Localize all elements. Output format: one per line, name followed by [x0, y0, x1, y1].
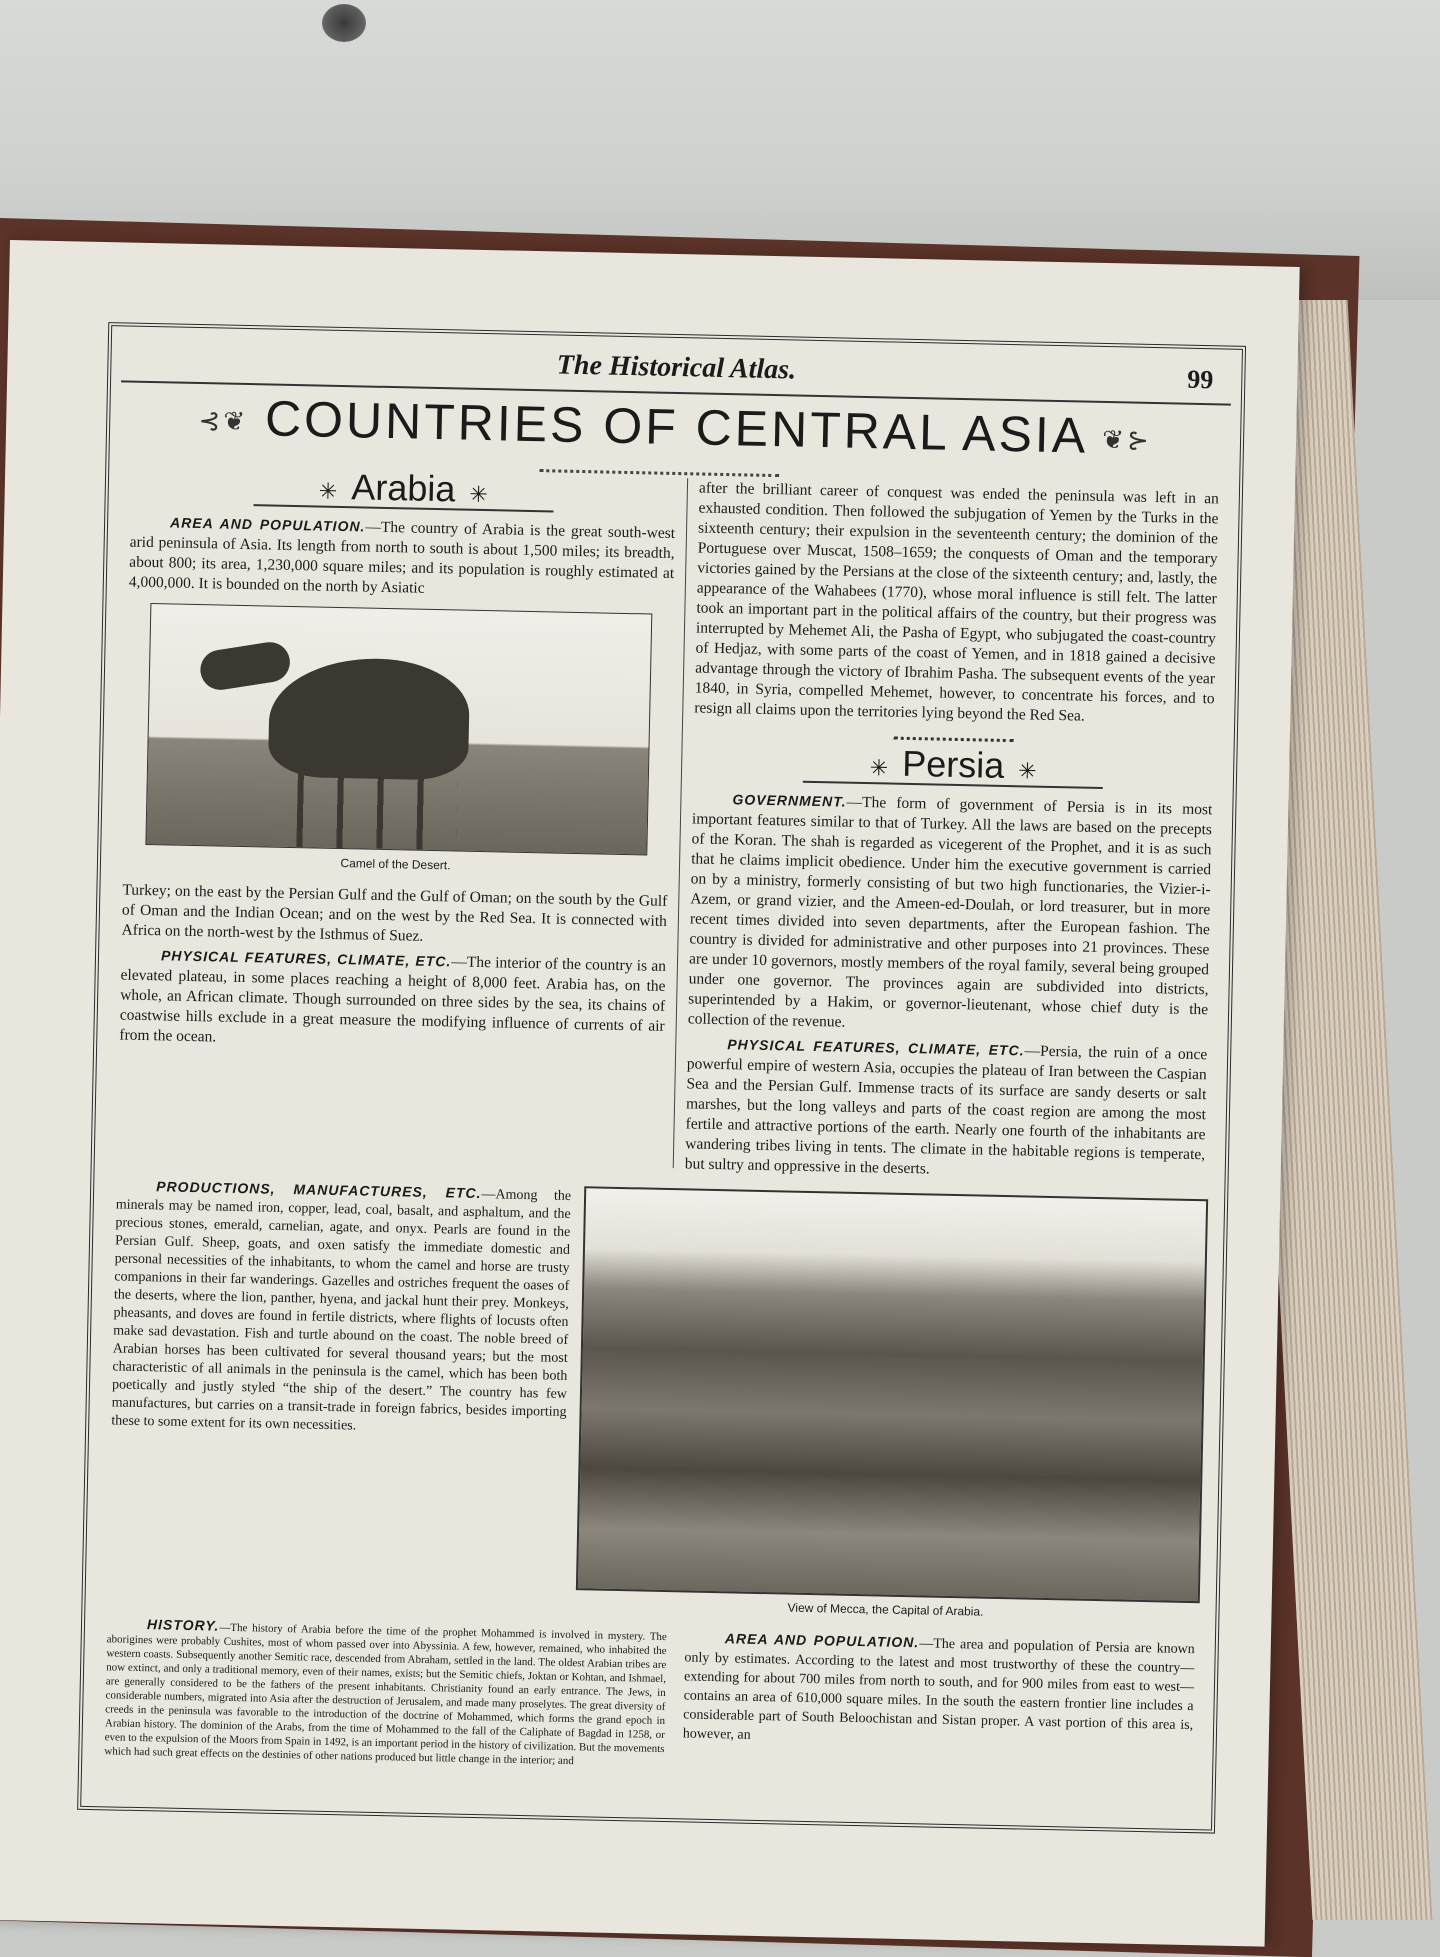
arabia-productions-column	[111, 1176, 571, 1443]
camel-caption: Camel of the Desert.	[340, 856, 451, 873]
arabia-productions-lead: PRODUCTIONS, MANUFACTURES, ETC.	[156, 1178, 482, 1202]
arabia-history-lead: HISTORY.	[146, 1616, 220, 1634]
persia-area-text: —The area and population of Persia are known only by estimates. According to the latest and most trustworthy of these the country—extending for about 700 miles from north to south, and for 900 miles from east to west—contains an area of 610,000 square miles. In the south the eastern frontier line includes a considerable part of South Beloochistan and Sistan proper. A vast portion of this area is, however, an	[682, 1636, 1195, 1743]
section-divider	[894, 737, 1014, 743]
persia-title: Persia	[901, 742, 1005, 786]
persia-physical-lead: PHYSICAL FEATURES, CLIMATE, ETC.	[727, 1036, 1025, 1059]
arabia-productions-text: —Among the minerals may be named iron, copper, lead, coal, basalt, and asphaltum, and the precious stones, emerald, carnelian, agate, and onyx. Pearls are found in the Persian Gulf. Sheep, goats, and oxen satisfy the immediate domestic and personal necessities of the inhabitants, to whom the camel and horse are trusty companions in their far wanderings. Gazelles and ostriches frequent the oases of the deserts, where the lion, panther, hyena, and jackal hunt their prey. Monkeys, pheasants, and doves are found in fertile districts, where flights of locusts often make sad devastation. Fish and turtle abound on the coast. The noble breed of Arabian horses has been cultivated for several thousand years; but the most characteristic of all animals in the peninsula is the camel, which has been both poetically and justly styled “the ship of the desert.” The country has few manufactures, but carries on a transit-trade in foreign fabrics, besides importing these to some extent for its own necessities.	[111, 1187, 572, 1434]
arabia-productions-paragraph	[111, 1176, 571, 1439]
arabia-area-lead: AREA AND POPULATION.	[169, 514, 366, 535]
ornament-left-icon: ⊰❦	[198, 405, 249, 437]
camel-body	[267, 657, 469, 781]
arabia-area-text: —The country of Arabia is the great south-west arid peninsula of Asia. Its length from north to south is about 1,500 miles; its breadth, about 800; its area, 1,230,000 square miles; and its population is roughly estimated at 4,000,000. It is bounded on the north by Asiatic	[128, 518, 676, 597]
arabia-history-column	[104, 1616, 667, 1774]
arabia-physical-text: —The interior of the country is an elevated plateau, in some places reaching a height of 8,000 feet. Arabia has, on the whole, an African climate. Though surrounded on three sides by the sea, its chains of coastwise hills exclude in a great measure the modifying influence of currents of air from the ocean.	[119, 953, 667, 1046]
atlas-page	[0, 240, 1300, 1947]
column-rule	[673, 478, 688, 1168]
persia-area-lead: AREA AND POPULATION.	[724, 1630, 920, 1651]
page-title-text: COUNTRIES OF CENTRAL ASIA	[264, 390, 1086, 464]
persia-area-paragraph	[683, 1628, 1195, 1754]
camel-legs	[296, 767, 458, 850]
arabia-title: Arabia	[350, 466, 456, 510]
persia-government-lead: GOVERNMENT.	[732, 791, 847, 810]
arabia-history-continued: after the brilliant career of conquest was ended the peninsula was left in an exhausted condition. Then followed the subjugation of Yemen by the Turks in the sixteenth century; their expulsion in the seventeenth century; the dominion of the Portuguese over Muscat, 1508–1659; the conquests of Oman and the temporary victories gained by the Persians at the close of the sixteenth century; and, lastly, the appearance of the Wahabees (1770), whose moral influence is still felt. The latter took an important part in the political affairs of the country, but their progress was interrupted by Mehemet Ali, the Pasha of Egypt, who subjugated the coast-country of Hedjaz, with some parts of the coast of Yemen, and in 1818 gained a decisive advantage through the victory of Ibrahim Pasha. The subsequent events of the year 1840, in Syria, compelled Mehemet, however, to concentrate his forces, and to resign all claims upon the territories lying beyond the Red Sea.	[694, 479, 1220, 725]
persia-physical-paragraph	[685, 1033, 1208, 1185]
persia-heading	[693, 742, 1214, 791]
right-column	[684, 478, 1219, 1189]
arabia-physical-lead: PHYSICAL FEATURES, CLIMATE, ETC.	[160, 947, 452, 970]
persia-government-paragraph	[688, 788, 1213, 1040]
asterism-icon: ✳	[469, 481, 489, 508]
arabia-column	[119, 467, 676, 1061]
asterism-icon: ✳	[318, 478, 338, 504]
camel-neck	[197, 639, 292, 692]
screw-head	[322, 4, 366, 42]
running-head-title: The Historical Atlas.	[556, 349, 797, 386]
arabia-area-paragraph	[129, 512, 676, 604]
arabia-history-text: —The history of Arabia before the time of the prophet Mohammed is involved in mystery. The aborigines were probably Cushites, most of whom passed over into Abyssinia. A few, however, remained, who inhabited the western coasts. Subsequently another Semitic race, descended from Abraham, settled in the land. The oldest Arabian tribes are now extinct, and only a traditional memory, even of their names, exists; but the Semitic chiefs, Joktan or Kohtan, and Ishmael, are generally considered to be the fathers of the present inhabitants. Christianity found an early entrance. The Jews, in considerable numbers, migrated into Asia after the destruction of Jerusalem, and made many proselytes. The great diversity of creeds in the peninsula was favorable to the introduction of the doctrine of Mohammed, which forms the grand epoch in Arabian history. The dominion of the Arabs, from the time of Mohammed to the fall of the Caliphate of Bagdad in 1258, or even to the expulsion of the Moors from Spain in 1492, is an important period in the history of civilization. But the movements which had such great effects on the destinies of other nations produced but little change in the interior; and	[104, 1621, 668, 1768]
arabia-history-paragraph	[104, 1616, 667, 1770]
arabia-heading	[131, 466, 677, 515]
persia-government-text: —The form of government of Persia is in its most important features similar to that of Turkey. All the laws are based on the precepts of the Koran. The shah is regarded as vicegerent of the Prophet, and it is as such that he claims implicit obedience. Under him the executive government is carried on by a ministry, formerly consisting of but two high functionaries, the Vizier-i-Azem, or grand vizier, and the Ameen-ed-Doulah, or lord treasurer, but in more recent times divided into seven departments, after the European fashion. The country is divided for administrative and other purposes into 21 provinces. These are under 10 governors, mostly members of the royal family, several being grouped under one governor. The provinces again are subdivided into districts, superintended by a Hakim, or governor-lieutenant, whose chief duty is the collection of the revenue.	[687, 793, 1213, 1031]
camel-illustration	[145, 603, 652, 855]
page-number: 99	[1187, 364, 1214, 395]
persia-area-column	[683, 1628, 1195, 1758]
arabia-area-continued: Turkey; on the east by the Persian Gulf and the Gulf of Oman; on the south by the Gulf of Oman and the Indian Ocean; and on the west by the Red Sea. It is connected with Africa on the north-west by the Isthmus of Suez.	[121, 881, 668, 945]
mecca-illustration	[576, 1186, 1208, 1603]
page-frame	[77, 322, 1246, 1834]
ornament-right-icon: ❦⊱	[1101, 424, 1153, 456]
mecca-caption: View of Mecca, the Capital of Arabia.	[787, 1600, 984, 1619]
asterism-icon: ✳	[1017, 758, 1037, 784]
asterism-icon: ✳	[869, 755, 889, 781]
persia-physical-text: —Persia, the ruin of a once powerful empire of western Asia, occupies the plateau of Iran between the Caspian Sea and the Persian Gulf. Immense tracts of its surface are sandy deserts or salt marshes, but the long valleys and parts of the coast region are among the most fertile and attractive portions of the earth. Nearly one fourth of the inhabitants are wandering tribes living in tents. The climate in the habitable regions is temperate, but sultry and oppressive in the deserts.	[684, 1042, 1208, 1178]
arabia-physical-paragraph	[119, 944, 666, 1056]
